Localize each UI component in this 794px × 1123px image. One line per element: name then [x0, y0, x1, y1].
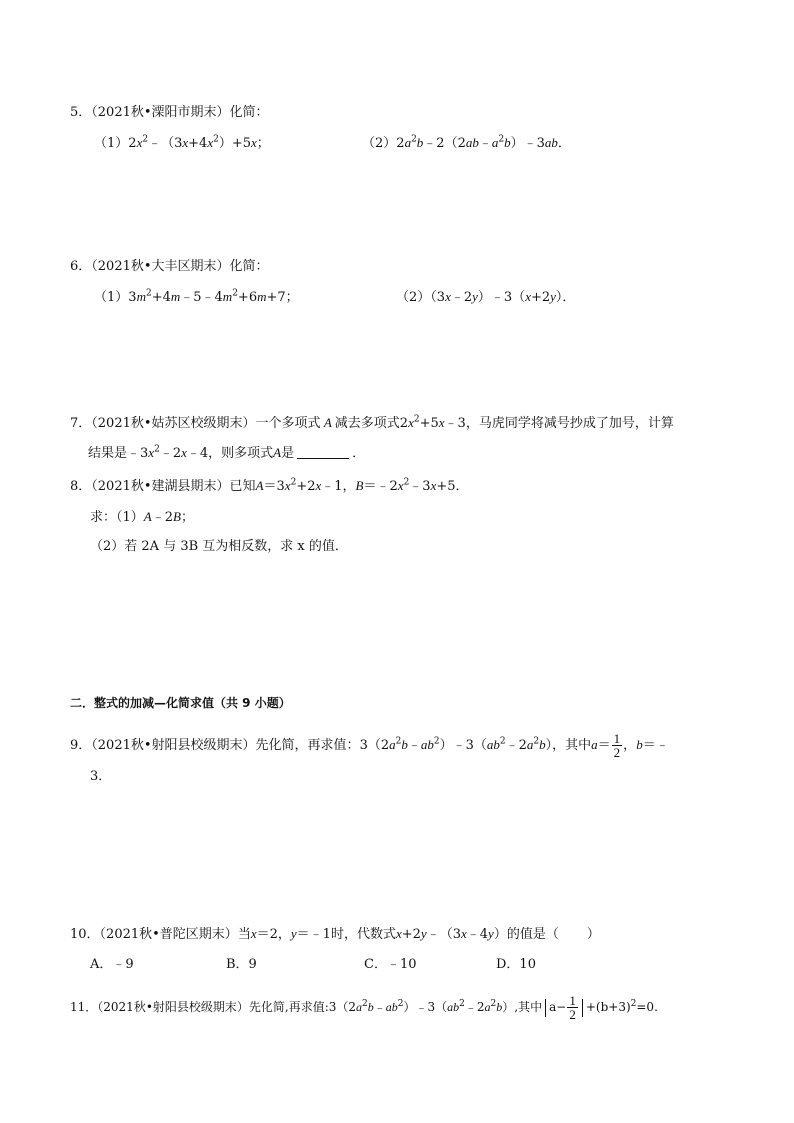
q10-option-c[interactable]: C．﹣10 [364, 957, 417, 972]
q11-fraction: $\frac{1}{2}$ [569, 993, 576, 1022]
q9-fraction: $\frac{1}{2}$ [613, 731, 621, 760]
q8-source: （2021秋•建湖县期末） [91, 479, 230, 494]
q6-line1: 6．（2021秋•大丰区期末）化简： [70, 259, 269, 274]
q5-part1: $(1)2x^2﹣(3x+4x^2)+5x$； [94, 134, 270, 151]
q10-option-d[interactable]: D．10 [496, 957, 536, 972]
q9-line1: 9．（2021秋•射阳县校级期末）先化简，再求值：$3(2a^2b﹣ab^2)﹣3(ab^2﹣2a^2b)$，其中a＝ $\frac{1}{2}$ ，b＝﹣ [70, 731, 669, 760]
q8-part2: （2）若 2A 与 3B 互为相反数，求 x 的值． [90, 539, 348, 554]
q11-line1: 11．（2021秋•射阳县校级期末）先化简,再求值$:3(2a^2b﹣ab^2)﹣3(ab^2﹣2a^2b)$,其中 a− $\frac{1}{2}$ $+(b+3)^2=0$. [70, 993, 658, 1022]
q8-part1: 求：（1）A﹣2B； [90, 509, 194, 525]
q5-number: 5． [70, 105, 92, 120]
q7-source: （2021秋•姑苏区校级期末） [91, 416, 256, 431]
q8-line1: 8．（2021秋•建湖县期末）已知$A=3x^2+2x﹣1$，$B=﹣2x^2﹣3x+5$． [70, 477, 469, 494]
q11-source: （2021秋•射阳县校级期末） [97, 1000, 249, 1014]
q5-instruction: 化简： [229, 105, 269, 120]
section-2-title: 二．整式的加减—化简求值（共 9 小题） [70, 696, 291, 710]
q7-line2: 结果是$﹣3x^2﹣2x﹣4$，则多项式A是 ． [88, 444, 366, 461]
q5-line1 [70, 104, 269, 122]
q5-part2: $(2)2a^2b﹣2(2ab﹣a^2b)﹣3ab$． [362, 134, 571, 151]
q9-line2: 3． [90, 769, 112, 784]
q6-part1: $(1)3m^2+4m﹣5﹣4m^2+6m+7$； [94, 288, 299, 305]
q10-line1: 10．（2021秋•普陀区期末）当x＝2，y＝﹣1时，代数式x+2y﹣（3x﹣4y）的值是（ ） [70, 926, 600, 942]
q7-line1: 7．（2021秋•姑苏区校级期末）一个多项式 A 减去多项式$2x^2+5x﹣3$，马虎同学将减号抄成了加号，计算 [70, 414, 674, 431]
q10-option-a[interactable]: A．﹣9 [90, 957, 134, 972]
q7-answer-blank[interactable] [297, 445, 349, 459]
q6-part2: （2）（3x﹣2y）﹣3（x+2y）． [396, 289, 576, 305]
q9-source: （2021秋•射阳县校级期末） [91, 738, 256, 753]
q10-option-b[interactable]: B．9 [226, 957, 257, 972]
q5-source: （2021秋•溧阳市期末） [91, 105, 230, 120]
q6-source: （2021秋•大丰区期末） [91, 259, 230, 274]
q10-source: （2021秋•普陀区期末） [99, 927, 238, 942]
